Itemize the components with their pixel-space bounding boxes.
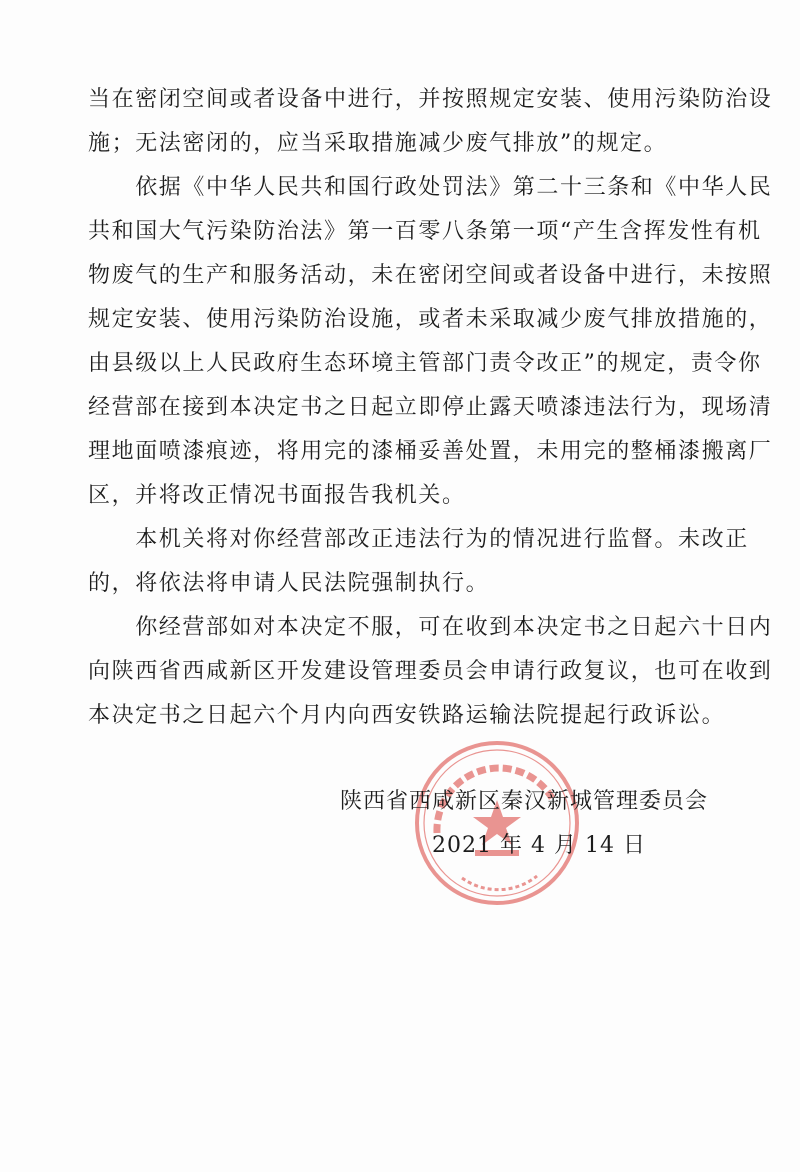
text-line: 向陕西省西咸新区开发建设管理委员会申请行政复议，也可在收到 [88, 659, 773, 684]
text-line: 物废气的生产和服务活动，未在密闭空间或者设备中进行，未按照 [88, 263, 773, 288]
issue-date: 2021 年 4 月 14 日 [432, 833, 646, 858]
text-line: 规定安装、使用污染防治设施，或者未采取减少废气排放措施的， [88, 307, 773, 332]
text-line: 依据《中华人民共和国行政处罚法》第二十三条和《中华人民 [88, 175, 773, 200]
text-line: 共和国大气污染防治法》第一百零八条第一项“产生含挥发性有机 [88, 219, 762, 244]
text-line: 理地面喷漆痕迹，将用完的漆桶妥善处置，未用完的整桶漆搬离厂 [88, 439, 773, 464]
document-body [88, 78, 773, 738]
text-line: 本决定书之日起六个月内向西安铁路运输法院提起行政诉讼。 [88, 703, 726, 728]
text-line: 本机关将对你经营部改正违法行为的情况进行监督。未改正 [88, 527, 749, 552]
issuing-organization: 陕西省西咸新区秦汉新城管理委员会 [339, 789, 708, 814]
signature-block [340, 780, 708, 868]
seal-bottom-arc [462, 876, 537, 890]
text-line: 你经营部如对本决定不服，可在收到本决定书之日起六十日内 [88, 615, 773, 640]
text-line: 经营部在接到本决定书之日起立即停止露天喷漆违法行为，现场清 [88, 395, 773, 420]
text-line: 由县级以上人民政府生态环境主管部门责令改正”的规定，责令你 [88, 351, 762, 376]
text-line: 当在密闭空间或者设备中进行，并按照规定安装、使用污染防治设 [88, 87, 773, 112]
text-line: 区，并将改正情况书面报告我机关。 [88, 483, 466, 508]
text-line: 施；无法密闭的，应当采取措施减少废气排放”的规定。 [88, 131, 668, 156]
text-line: 的，将依法将申请人民法院强制执行。 [88, 571, 490, 596]
